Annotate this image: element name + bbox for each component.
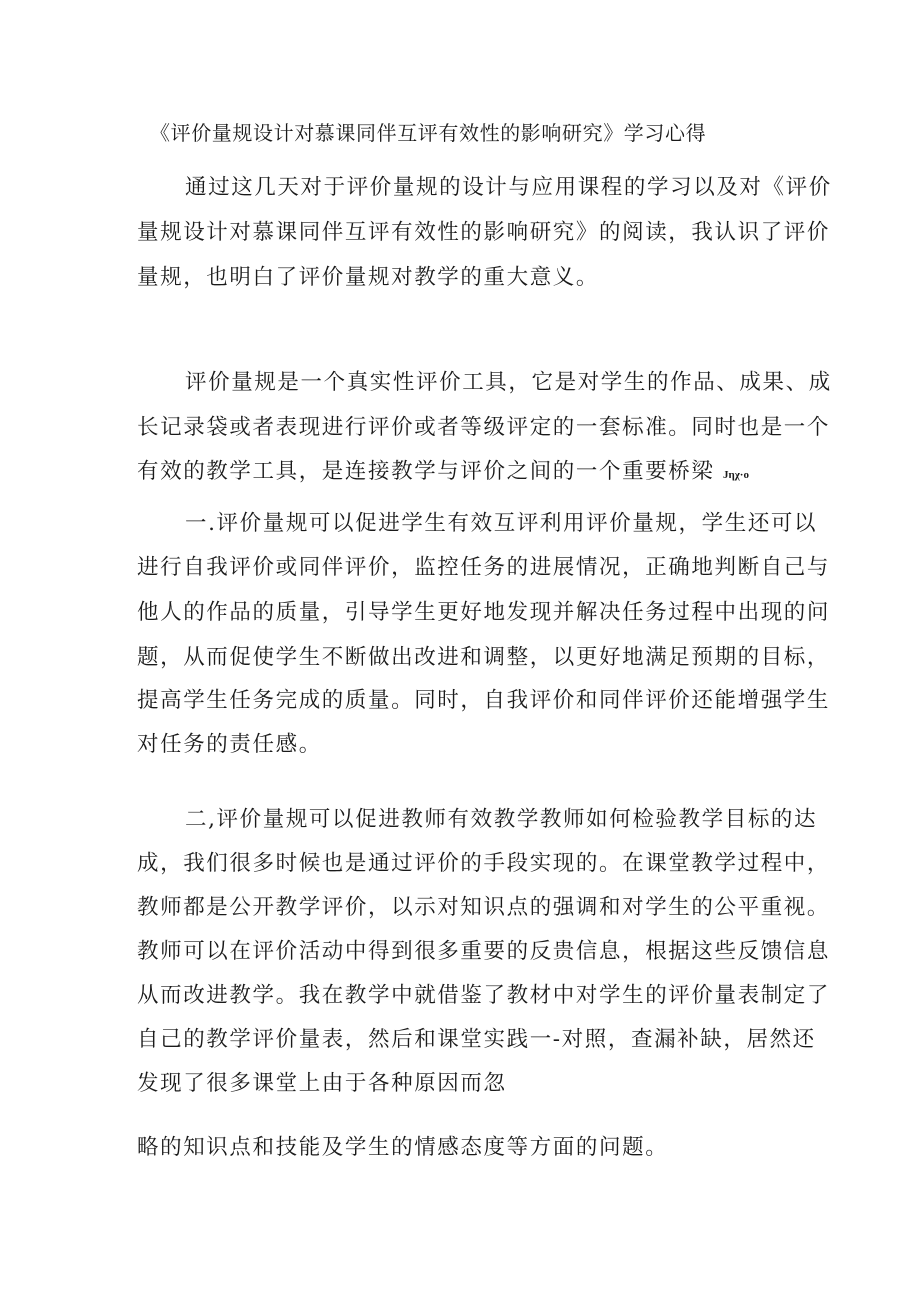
- text-line: 长记录袋或者表现进行评价或者等级评定的一套标准。同时也是一个: [137, 415, 831, 440]
- text-line: 教师都是公开教学评价，以示对知识点的强调和对学生的公平重视。: [137, 895, 831, 920]
- text-line: 他人的作品的质量，引导学生更好地发现并解决任务过程中出现的问: [137, 600, 831, 625]
- inline-note: Jηχ·o: [722, 469, 749, 481]
- text-line-with-note: [137, 458, 749, 489]
- document-title: 《评价量规设计对慕课同伴互评有效性的影响研究》学习心得: [150, 121, 707, 145]
- text-line: 量规，也明白了评价量规对教学的重大意义。: [137, 265, 600, 290]
- text-line: 评价量规是一个真实性评价工具，它是对学生的作品、成果、成: [185, 370, 832, 395]
- text-line: 提高学生任务完成的质量。同时，自我评价和同伴评价还能增强学生: [137, 688, 831, 713]
- text-line: 从而改进教学。我在教学中就借鉴了教材中对学生的评价量表制定了: [137, 983, 831, 1008]
- text-line: 成，我们很多时候也是通过评价的手段实现的。在课堂教学过程中，: [137, 851, 831, 876]
- text-line: 教师可以在评价活动中得到很多重要的反贵信息，根据这些反馈信息: [137, 939, 831, 964]
- text-line: 量规设计对慕课同伴互评有效性的影响研究》的阅读，我认识了评价: [137, 220, 831, 245]
- text-line: 有效的教学工具，是连接教学与评价之间的一个重要桥梁: [137, 459, 715, 484]
- text-line: 进行自我评价或同伴评价，监控任务的进展情况，正确地判断自己与: [137, 555, 831, 580]
- text-line: 略的知识点和技能及学生的情感态度等方面的问题。: [137, 1135, 669, 1160]
- text-line: 通过这几天对于评价量规的设计与应用课程的学习以及对《评价: [185, 175, 832, 200]
- text-line: 一.评价量规可以促进学生有效互评利用评价量规，学生还可以: [185, 511, 818, 536]
- text-line: 发现了很多课堂上由于各种原因而忽: [137, 1071, 507, 1096]
- text-line: 对任务的责任感。: [137, 732, 322, 757]
- text-line: 自己的教学评价量表，然后和课堂实践一-对照，查漏补缺，居然还: [137, 1027, 816, 1052]
- text-line: 题，从而促使学生不断做出改进和调整，以更好地满足预期的目标，: [137, 645, 831, 670]
- text-line: 二,评价量规可以促进教师有效教学教师如何检验教学目标的达: [185, 807, 818, 832]
